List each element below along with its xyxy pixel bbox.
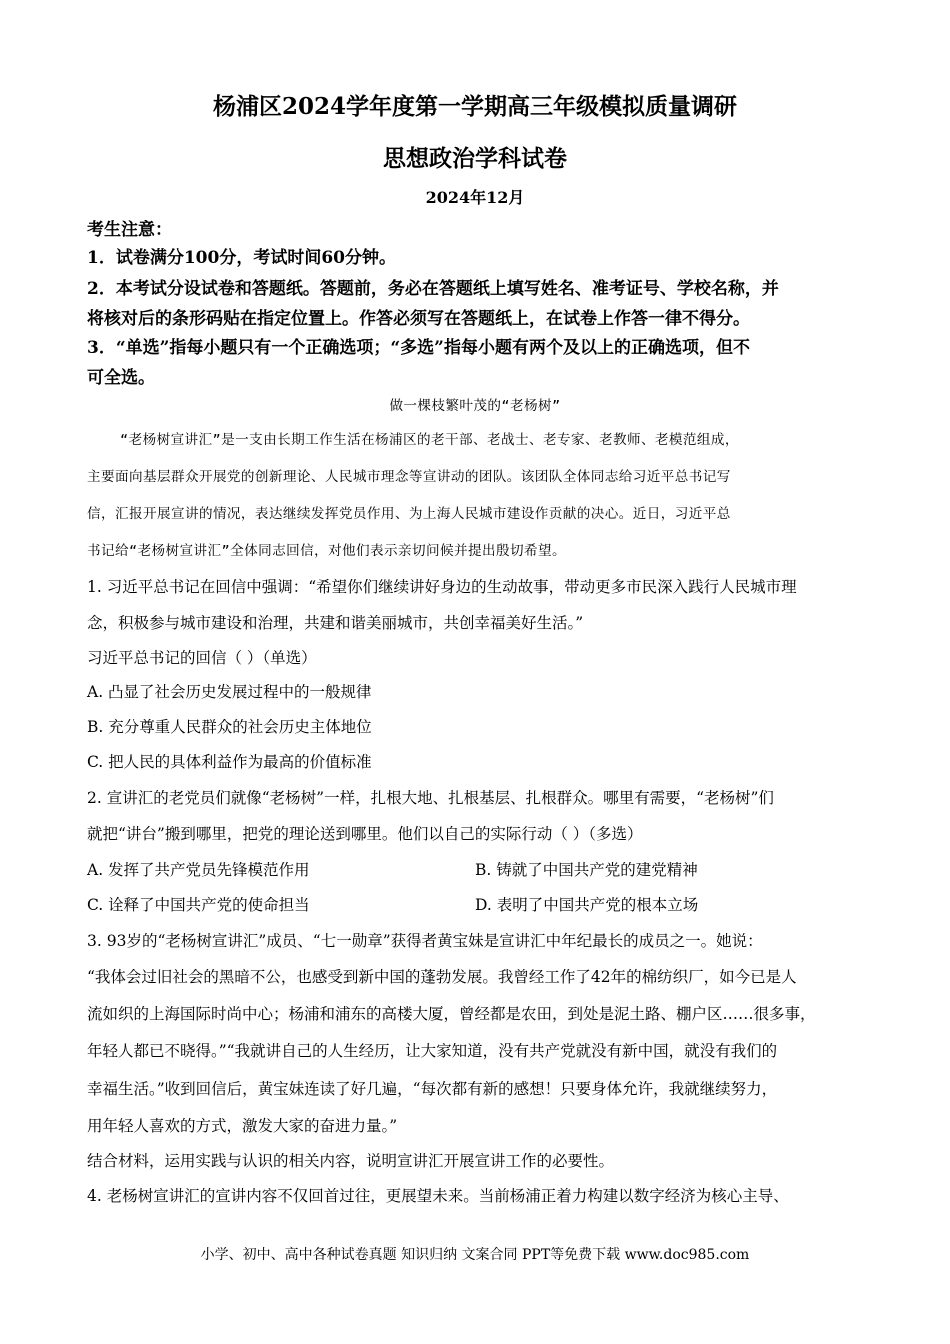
notice-heading: 考生注意： — [87, 220, 172, 240]
question-2-stem: 2. 宣讲汇的老党员们就像“老杨树”一样，扎根大地、扎根基层、扎根群众。哪里有需要，“老杨树”们 — [87, 789, 774, 807]
question-3-prompt: 结合材料，运用实践与认识的相关内容，说明宣讲汇开展宣讲工作的必要性。 — [87, 1152, 615, 1170]
material-line: “老杨树宣讲汇”是一支由长期工作生活在杨浦区的老干部、老战士、老专家、老教师、老模范组成， — [120, 432, 739, 448]
material-title: 做一棵枝繁叶茂的“老杨树” — [389, 398, 561, 414]
question-2-option-b: B. 铸就了中国共产党的建党精神 — [475, 861, 698, 879]
notice-line: 可全选。 — [87, 368, 155, 388]
question-2-stem: 就把“讲台”搬到哪里，把党的理论送到哪里。他们以自己的实际行动（ ）（多选） — [87, 825, 643, 843]
notice-line: 3．“单选”指每小题只有一个正确选项；“多选”指每小题有两个及以上的正确选项，但不 — [87, 338, 750, 358]
question-3-stem: 流如织的上海国际时尚中心；杨浦和浦东的高楼大厦，曾经都是农田，到处是泥土路、棚户区……很多事， — [87, 1005, 816, 1023]
question-1-prompt: 习近平总书记的回信（ ）（单选） — [87, 649, 317, 667]
question-1-option-c: C. 把人民的具体利益作为最高的价值标准 — [87, 753, 372, 771]
exam-title: 杨浦区2024学年度第一学期高三年级模拟质量调研 — [212, 93, 737, 120]
material-line: 信，汇报开展宣讲的情况，表达继续发挥党员作用、为上海人民城市建设作贡献的决心。近日，习近平总 — [87, 506, 731, 522]
question-1-option-a: A. 凸显了社会历史发展过程中的一般规律 — [87, 683, 372, 701]
question-1-stem: 1. 习近平总书记在回信中强调：“希望你们继续讲好身边的生动故事，带动更多市民深入践行人民城市理 — [87, 578, 797, 596]
question-2-option-d: D. 表明了中国共产党的根本立场 — [475, 896, 699, 914]
exam-subject-title: 思想政治学科试卷 — [383, 145, 567, 172]
question-3-stem: 用年轻人喜欢的方式，激发大家的奋进力量。” — [87, 1117, 398, 1135]
question-3-stem: 幸福生活。”收到回信后，黄宝妹连读了好几遍，“每次都有新的感想！只要身体允许，我就继续努力， — [87, 1080, 778, 1098]
question-2-option-a: A. 发挥了共产党员先锋模范作用 — [87, 861, 310, 879]
notice-line: 2．本考试分设试卷和答题纸。答题前，务必在答题纸上填写姓名、准考证号、学校名称，并 — [87, 279, 779, 299]
material-line: 主要面向基层群众开展党的创新理论、人民城市理念等宣讲动的团队。该团队全体同志给习近平总书记写 — [87, 469, 731, 485]
exam-date: 2024年12月 — [425, 188, 525, 207]
question-3-stem: 年轻人都已不晓得。”“我就讲自己的人生经历，让大家知道，没有共产党就没有新中国，就没有我们的 — [87, 1042, 778, 1060]
page-footer: 小学、初中、高中各种试卷真题 知识归纳 文案合同 PPT等免费下载 www.doc985.com — [200, 1247, 750, 1263]
material-line: 书记给“老杨树宣讲汇”全体同志回信，对他们表示亲切问候并提出殷切希望。 — [87, 543, 566, 559]
question-2-option-c: C. 诠释了中国共产党的使命担当 — [87, 896, 310, 914]
question-3-stem: “我体会过旧社会的黑暗不公，也感受到新中国的蓬勃发展。我曾经工作了42年的棉纺织厂，如今已是人 — [87, 968, 797, 986]
question-1-stem: 念，积极参与城市建设和治理，共建和谐美丽城市，共创幸福美好生活。” — [87, 614, 584, 632]
notice-line: 1．试卷满分100分，考试时间60分钟。 — [87, 248, 396, 268]
question-4-stem: 4. 老杨树宣讲汇的宣讲内容不仅回首过往，更展望未来。当前杨浦正着力构建以数字经济为核心主导、 — [87, 1187, 789, 1205]
question-1-option-b: B. 充分尊重人民群众的社会历史主体地位 — [87, 718, 372, 736]
notice-line: 将核对后的条形码贴在指定位置上。作答必须写在答题纸上，在试卷上作答一律不得分。 — [87, 309, 750, 329]
question-3-stem: 3. 93岁的“老杨树宣讲汇”成员、“七一勋章”获得者黄宝妹是宣讲汇中年纪最长的成员之一。她说： — [87, 932, 763, 950]
